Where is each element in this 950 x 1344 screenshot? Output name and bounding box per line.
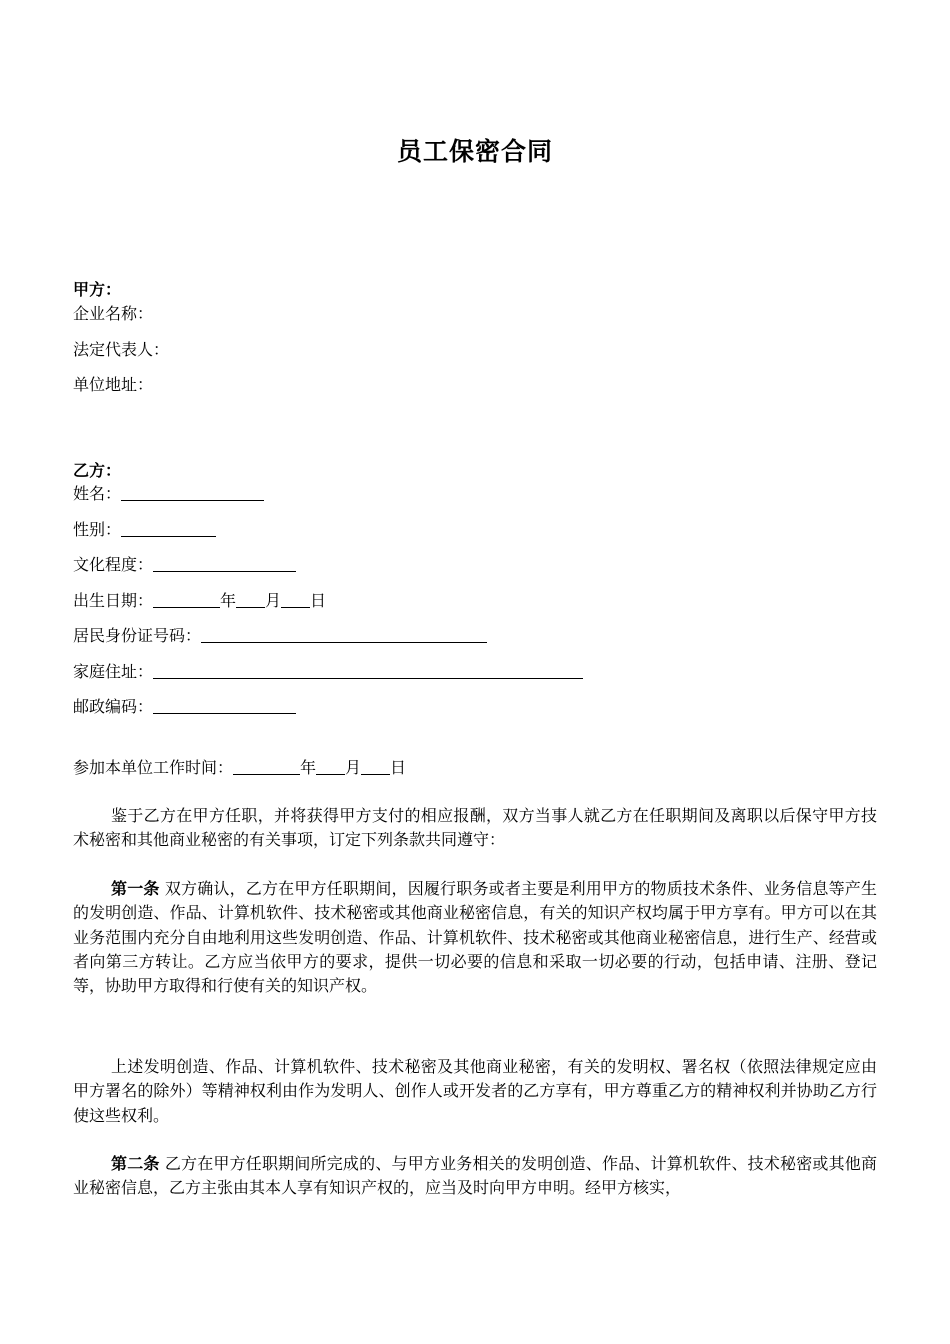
month-unit: 月: [345, 758, 362, 777]
id-number-row: [73, 623, 487, 646]
name-label: 姓名：: [73, 484, 122, 503]
birth-date-row: [73, 588, 326, 611]
name-blank[interactable]: [121, 484, 264, 501]
article-1-label: 第一条: [111, 879, 160, 898]
gender-row: [73, 517, 216, 540]
party-b-heading: 乙方：: [73, 461, 122, 480]
year-unit: 年: [300, 758, 317, 777]
work-start-day-blank[interactable]: [361, 758, 390, 775]
name-row: [73, 481, 264, 504]
work-start-year-blank[interactable]: [233, 758, 300, 775]
birth-date-label: 出生日期：: [73, 591, 154, 610]
birth-day-blank[interactable]: [281, 591, 310, 608]
document-title: 员工保密合同: [396, 137, 553, 166]
id-number-label: 居民身份证号码：: [73, 626, 202, 645]
month-unit: 月: [265, 591, 282, 610]
party-a-heading: 甲方：: [73, 280, 122, 299]
day-unit: 日: [390, 758, 407, 777]
birth-year-blank[interactable]: [153, 591, 220, 608]
postcode-row: [73, 694, 296, 717]
gender-blank[interactable]: [121, 520, 216, 537]
home-address-blank[interactable]: [153, 662, 583, 679]
birth-month-blank[interactable]: [236, 591, 265, 608]
education-label: 文化程度：: [73, 555, 154, 574]
gender-label: 性别：: [73, 520, 122, 539]
article-2-label: 第二条: [111, 1154, 160, 1173]
day-unit: 日: [310, 591, 327, 610]
article-1-text: 双方确认，乙方在甲方任职期间，因履行职务或者主要是利用甲方的物质技术条件、业务信息等产生的发明创造、作品、计算机软件、技术秘密或其他商业秘密信息，有关的知识产权均属于甲方享有。甲方可以在其业务范围内充分自由地利用这些发明创造、作品、计算机软件、技术秘密或其他商业秘密信息，进行生产、经营或者向第三方转让。乙方应当依甲方的要求，提供一切必要的信息和采取一切必要的行动，包括申请、注册、登记等，协助甲方取得和行使有关的知识产权。: [73, 879, 877, 996]
preamble-paragraph: 鉴于乙方在甲方任职，并将获得甲方支付的相应报酬，双方当事人就乙方在任职期间及离职以后保守甲方技术秘密和其他商业秘密的有关事项，订定下列条款共同遵守：: [73, 806, 877, 850]
work-start-row: [73, 755, 406, 778]
legal-representative-label: 法定代表人：: [73, 340, 170, 359]
education-blank[interactable]: [153, 555, 296, 572]
year-unit: 年: [220, 591, 237, 610]
home-address-row: [73, 659, 583, 682]
work-start-month-blank[interactable]: [316, 758, 345, 775]
company-name-label: 企业名称：: [73, 304, 154, 323]
home-address-label: 家庭住址：: [73, 662, 154, 681]
company-address-label: 单位地址：: [73, 375, 154, 394]
article-2-text: 乙方在甲方任职期间所完成的、与甲方业务相关的发明创造、作品、计算机软件、技术秘密或其他商业秘密信息，乙方主张由其本人享有知识产权的，应当及时向甲方申明。经甲方核实，: [73, 1154, 877, 1198]
id-number-blank[interactable]: [201, 626, 487, 643]
article-1-paragraph: [73, 877, 877, 998]
postcode-blank[interactable]: [153, 697, 296, 714]
article-1-second-paragraph: 上述发明创造、作品、计算机软件、技术秘密及其他商业秘密，有关的发明权、署名权（依照法律规定应由甲方署名的除外）等精神权利由作为发明人、创作人或开发者的乙方享有，甲方尊重乙方的精神权利并协助乙方行使这些权利。: [73, 1057, 877, 1125]
article-2-paragraph: [73, 1152, 877, 1201]
education-row: [73, 552, 296, 575]
postcode-label: 邮政编码：: [73, 697, 154, 716]
work-start-label: 参加本单位工作时间：: [73, 758, 234, 777]
